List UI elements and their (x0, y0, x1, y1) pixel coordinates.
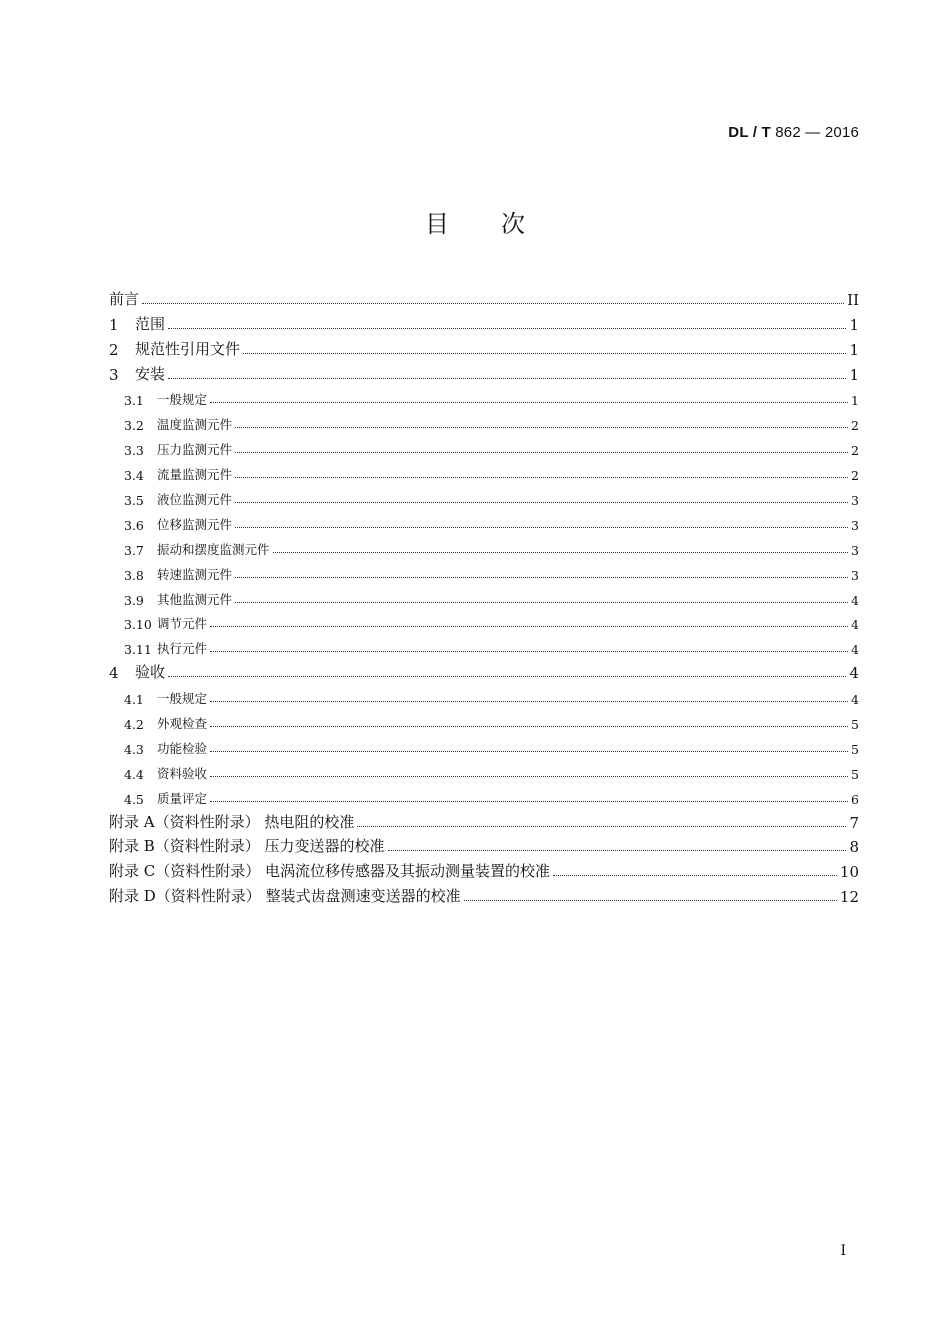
toc-entry-number: 3.8 (124, 567, 144, 583)
toc-entry[interactable] (109, 782, 859, 807)
toc-entry-number: 4.4 (124, 766, 144, 782)
toc-entry-number: 4.1 (124, 692, 144, 708)
toc-entry[interactable] (109, 408, 859, 433)
toc-entry-page: II (847, 290, 859, 309)
toc-dot-leader (235, 452, 848, 453)
toc-entry[interactable] (109, 458, 859, 483)
toc-entry-label: 附录 D（资料性附录） 整装式齿盘测速变送器的校准 (109, 887, 461, 906)
page-number: I (840, 1243, 846, 1259)
toc-entry-number: 3.2 (124, 418, 144, 434)
toc-entry[interactable] (109, 284, 859, 309)
toc-dot-leader (210, 801, 848, 802)
toc-dot-leader (168, 378, 846, 379)
toc-dot-leader (553, 875, 837, 876)
toc-dot-leader (210, 776, 848, 777)
toc-entry[interactable] (109, 608, 859, 633)
toc-entry[interactable] (109, 657, 859, 682)
toc-entry-label: 规范性引用文件 (135, 339, 241, 358)
toc-entry-number: 3.9 (124, 592, 144, 608)
toc-entry-page: 8 (849, 838, 859, 857)
title-part-2: 次 (501, 210, 525, 238)
toc-entry-label: 液位监测元件 (157, 492, 233, 508)
toc-entry-label: 其他监测元件 (157, 591, 233, 607)
toc-entry-label: 位移监测元件 (157, 516, 233, 532)
toc-entry-number: 1 (109, 315, 119, 334)
toc-entry[interactable] (109, 533, 859, 558)
toc-entry-page: 6 (851, 791, 859, 807)
standard-prefix: DL / T (728, 124, 771, 141)
toc-dot-leader (142, 303, 844, 304)
toc-entry[interactable] (109, 856, 859, 881)
toc-entry-page: 4 (851, 642, 859, 658)
toc-entry-number: 3.10 (124, 617, 152, 633)
toc-entry-label: 附录 A（资料性附录） 热电阻的校准 (109, 812, 355, 831)
toc-dot-leader (210, 626, 848, 627)
toc-dot-leader (168, 676, 846, 677)
toc-entry[interactable] (109, 732, 859, 757)
toc-entry-number: 3.7 (124, 542, 144, 558)
toc-entry-page: 3 (851, 493, 859, 509)
toc-dot-leader (235, 502, 848, 503)
toc-dot-leader (210, 751, 848, 752)
toc-entry-page: 1 (849, 340, 859, 359)
toc-entry[interactable] (109, 632, 859, 657)
toc-entry[interactable] (109, 757, 859, 782)
toc-entry-page: 1 (851, 393, 859, 409)
toc-entry-page: 5 (851, 741, 859, 757)
toc-entry-label: 流量监测元件 (157, 467, 233, 483)
toc-entry-number: 4.5 (124, 791, 144, 807)
toc-entry-label: 范围 (135, 314, 166, 333)
toc-entry-page: 4 (851, 592, 859, 608)
toc-entry-number: 2 (109, 340, 119, 359)
toc-dot-leader (235, 577, 848, 578)
toc-entry-page: 2 (851, 468, 859, 484)
toc-entry-label: 附录 C（资料性附录） 电涡流位移传感器及其振动测量装置的校准 (109, 862, 551, 881)
toc-dot-leader (210, 651, 848, 652)
toc-entry[interactable] (109, 334, 859, 359)
toc-entry-number: 4.3 (124, 741, 144, 757)
toc-entry-label: 一般规定 (157, 691, 208, 707)
toc-entry-label: 调节元件 (157, 616, 208, 632)
toc-entry-number: 4.2 (124, 717, 144, 733)
toc-dot-leader (357, 826, 846, 827)
toc-dot-leader (388, 850, 847, 851)
toc-entry[interactable] (109, 832, 859, 857)
toc-entry-page: 3 (851, 542, 859, 558)
toc-entry[interactable] (109, 558, 859, 583)
toc-dot-leader (243, 353, 846, 354)
toc-entry-label: 温度监测元件 (157, 417, 233, 433)
toc-entry-label: 执行元件 (157, 641, 208, 657)
toc-entry-page: 2 (851, 418, 859, 434)
toc-entry-label: 质量评定 (157, 790, 208, 806)
toc-dot-leader (235, 602, 848, 603)
toc-entry-page: 5 (851, 766, 859, 782)
toc-entry-page: 3 (851, 567, 859, 583)
toc-entry-page: 3 (851, 517, 859, 533)
toc-entry-page: 12 (839, 888, 859, 907)
toc-entry-label: 转速监测元件 (157, 566, 233, 582)
toc-dot-leader (210, 726, 848, 727)
toc-entry[interactable] (109, 384, 859, 409)
toc-entry-page: 1 (849, 315, 859, 334)
toc-entry-label: 验收 (135, 663, 166, 682)
toc-entry-page: 4 (851, 692, 859, 708)
toc-dot-leader (168, 328, 846, 329)
table-of-contents (109, 284, 859, 906)
toc-dot-leader (235, 477, 848, 478)
toc-entry[interactable] (109, 483, 859, 508)
toc-entry-number: 3.4 (124, 468, 144, 484)
toc-entry-number: 4 (109, 664, 119, 683)
toc-entry-label: 附录 B（资料性附录） 压力变送器的校准 (109, 837, 385, 856)
page-title (0, 204, 950, 239)
toc-dot-leader (210, 402, 848, 403)
toc-entry-number: 3.11 (124, 642, 152, 658)
toc-entry-number: 3.6 (124, 517, 144, 533)
standard-number: 862 — 2016 (775, 124, 859, 141)
toc-dot-leader (210, 701, 848, 702)
standard-code (728, 124, 859, 141)
toc-dot-leader (235, 527, 848, 528)
toc-entry-page: 4 (851, 617, 859, 633)
toc-entry[interactable] (109, 359, 859, 384)
toc-entry-page: 4 (849, 664, 859, 683)
toc-entry-label: 资料验收 (157, 765, 208, 781)
toc-entry[interactable] (109, 881, 859, 906)
toc-entry-label: 安装 (135, 364, 166, 383)
toc-entry[interactable] (109, 583, 859, 608)
toc-dot-leader (464, 900, 837, 901)
toc-entry-label: 功能检验 (157, 740, 208, 756)
toc-entry-label: 外观检查 (157, 716, 208, 732)
toc-entry-page: 1 (849, 365, 859, 384)
toc-entry[interactable] (109, 682, 859, 707)
toc-entry-page: 7 (849, 813, 859, 832)
toc-entry[interactable] (109, 433, 859, 458)
title-part-1: 目 (425, 210, 449, 238)
toc-entry-page: 10 (839, 863, 859, 882)
toc-entry[interactable] (109, 309, 859, 334)
toc-entry-page: 2 (851, 443, 859, 459)
toc-entry-label: 压力监测元件 (157, 442, 233, 458)
toc-entry-number: 3.1 (124, 393, 144, 409)
toc-entry-page: 5 (851, 717, 859, 733)
toc-dot-leader (235, 427, 848, 428)
toc-dot-leader (273, 552, 849, 553)
toc-entry-label: 前言 (109, 289, 140, 308)
toc-entry-number: 3 (109, 365, 119, 384)
toc-entry-label: 振动和摆度监测元件 (157, 541, 270, 557)
toc-entry-number: 3.3 (124, 443, 144, 459)
toc-entry[interactable] (109, 807, 859, 832)
toc-entry-label: 一般规定 (157, 392, 208, 408)
toc-entry[interactable] (109, 707, 859, 732)
toc-entry-number: 3.5 (124, 493, 144, 509)
toc-entry[interactable] (109, 508, 859, 533)
